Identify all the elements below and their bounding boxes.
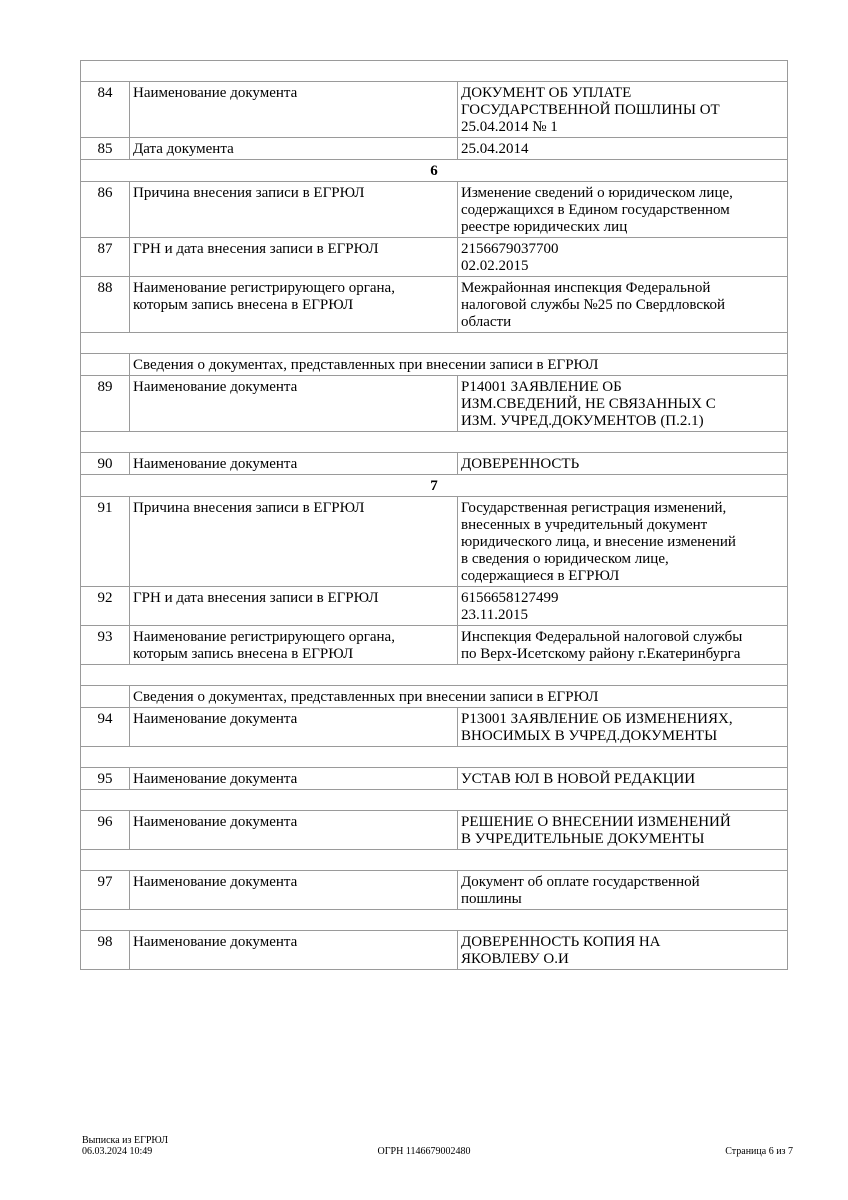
spacer-row: [81, 333, 788, 354]
section-number-row: [81, 160, 788, 182]
row-number: 97: [81, 871, 130, 910]
field-value: Инспекция Федеральной налоговой службы по Верх-Исетскому району г.Екатеринбурга: [458, 626, 788, 665]
field-label: Причина внесения записи в ЕГРЮЛ: [130, 497, 458, 587]
spacer-row: [81, 747, 788, 768]
field-label: Наименование документа: [130, 931, 458, 970]
footer-ogrn: ОГРН 1146679002480: [377, 1146, 471, 1157]
field-label: Дата документа: [130, 138, 458, 160]
table-row: [81, 708, 788, 747]
field-value: Изменение сведений о юридическом лице, содержащихся в Едином государственном реестре юридических лиц: [458, 182, 788, 238]
section-number-row: [81, 475, 788, 497]
footer-datetime: 06.03.2024 10:49: [82, 1146, 153, 1157]
table-row: [81, 768, 788, 790]
field-label: Наименование документа: [130, 871, 458, 910]
row-number: 88: [81, 277, 130, 333]
field-value: РЕШЕНИЕ О ВНЕСЕНИИ ИЗМЕНЕНИЙ В УЧРЕДИТЕЛЬНЫЕ ДОКУМЕНТЫ: [458, 811, 788, 850]
table-row: [81, 138, 788, 160]
field-value: Р13001 ЗАЯВЛЕНИЕ ОБ ИЗМЕНЕНИЯХ, ВНОСИМЫХ В УЧРЕД.ДОКУМЕНТЫ: [458, 708, 788, 747]
table-row: [81, 931, 788, 970]
header-num-cell: [81, 354, 130, 376]
spacer-cell: [81, 790, 788, 811]
table-row: [81, 376, 788, 432]
field-value: 25.04.2014: [458, 138, 788, 160]
field-label: Наименование регистрирующего органа, которым запись внесена в ЕГРЮЛ: [130, 626, 458, 665]
egrul-records-table: [80, 60, 788, 970]
spacer-row: [81, 61, 788, 82]
field-label: Наименование документа: [130, 453, 458, 475]
row-number: 94: [81, 708, 130, 747]
field-label: Наименование документа: [130, 768, 458, 790]
table-row: [81, 453, 788, 475]
documents-header-text: Сведения о документах, представленных при внесении записи в ЕГРЮЛ: [130, 686, 788, 708]
spacer-cell: [81, 850, 788, 871]
spacer-cell: [81, 910, 788, 931]
field-label: Причина внесения записи в ЕГРЮЛ: [130, 182, 458, 238]
field-value: Государственная регистрация изменений, внесенных в учредительный документ юридического лица, и внесение изменений в сведения о юридическом лице, содержащиеся в ЕГРЮЛ: [458, 497, 788, 587]
table-row: [81, 626, 788, 665]
footer-doc-title: Выписка из ЕГРЮЛ: [82, 1135, 168, 1146]
table-row: [81, 82, 788, 138]
documents-header-row: [81, 354, 788, 376]
table-row: [81, 871, 788, 910]
spacer-cell: [81, 61, 788, 82]
field-label: Наименование документа: [130, 708, 458, 747]
table-row: [81, 587, 788, 626]
field-value: ДОКУМЕНТ ОБ УПЛАТЕ ГОСУДАРСТВЕННОЙ ПОШЛИНЫ ОТ 25.04.2014 № 1: [458, 82, 788, 138]
spacer-cell: [81, 333, 788, 354]
field-label: Наименование регистрирующего органа, которым запись внесена в ЕГРЮЛ: [130, 277, 458, 333]
spacer-row: [81, 665, 788, 686]
field-value: ДОВЕРЕННОСТЬ: [458, 453, 788, 475]
table-row: [81, 811, 788, 850]
field-value: 2156679037700 02.02.2015: [458, 238, 788, 277]
row-number: 98: [81, 931, 130, 970]
row-number: 90: [81, 453, 130, 475]
table-row: [81, 238, 788, 277]
row-number: 96: [81, 811, 130, 850]
spacer-row: [81, 790, 788, 811]
spacer-cell: [81, 747, 788, 768]
footer-page-number: Страница 6 из 7: [725, 1146, 793, 1157]
spacer-row: [81, 910, 788, 931]
row-number: 85: [81, 138, 130, 160]
section-number: 7: [81, 475, 788, 497]
row-number: 93: [81, 626, 130, 665]
row-number: 86: [81, 182, 130, 238]
field-value: ДОВЕРЕННОСТЬ КОПИЯ НА ЯКОВЛЕВУ О.И: [458, 931, 788, 970]
field-label: Наименование документа: [130, 82, 458, 138]
row-number: 89: [81, 376, 130, 432]
header-num-cell: [81, 686, 130, 708]
field-value: Межрайонная инспекция Федеральной налоговой службы №25 по Свердловской области: [458, 277, 788, 333]
section-number: 6: [81, 160, 788, 182]
documents-header-row: [81, 686, 788, 708]
field-label: Наименование документа: [130, 811, 458, 850]
documents-header-text: Сведения о документах, представленных при внесении записи в ЕГРЮЛ: [130, 354, 788, 376]
row-number: 95: [81, 768, 130, 790]
row-number: 87: [81, 238, 130, 277]
field-label: Наименование документа: [130, 376, 458, 432]
field-value: Документ об оплате государственной пошлины: [458, 871, 788, 910]
field-value: 6156658127499 23.11.2015: [458, 587, 788, 626]
spacer-row: [81, 850, 788, 871]
table-row: [81, 182, 788, 238]
row-number: 92: [81, 587, 130, 626]
table-row: [81, 497, 788, 587]
spacer-row: [81, 432, 788, 453]
row-number: 91: [81, 497, 130, 587]
table-row: [81, 277, 788, 333]
spacer-cell: [81, 665, 788, 686]
field-label: ГРН и дата внесения записи в ЕГРЮЛ: [130, 587, 458, 626]
field-value: Р14001 ЗАЯВЛЕНИЕ ОБ ИЗМ.СВЕДЕНИЙ, НЕ СВЯЗАННЫХ С ИЗМ. УЧРЕД.ДОКУМЕНТОВ (П.2.1): [458, 376, 788, 432]
row-number: 84: [81, 82, 130, 138]
field-label: ГРН и дата внесения записи в ЕГРЮЛ: [130, 238, 458, 277]
spacer-cell: [81, 432, 788, 453]
field-value: УСТАВ ЮЛ В НОВОЙ РЕДАКЦИИ: [458, 768, 788, 790]
